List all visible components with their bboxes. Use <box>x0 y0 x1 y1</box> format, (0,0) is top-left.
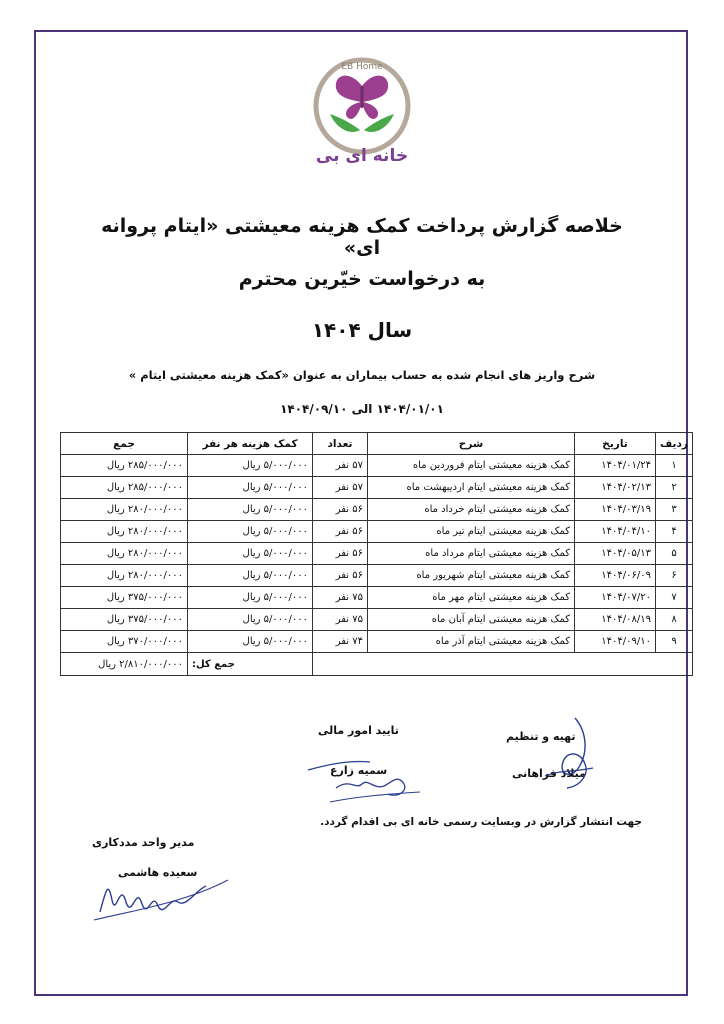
report-description: شرح واریز های انجام شده به حساب بیماران به عنوان «کمک هزینه معیشتی ایتام » <box>128 368 596 382</box>
row-date: ۱۴۰۴/۰۸/۱۹ <box>575 609 656 631</box>
prepared-by-title: تهیه و تنظیم <box>506 730 576 743</box>
row-date: ۱۴۰۴/۰۷/۲۰ <box>575 587 656 609</box>
col-desc-header: شرح <box>368 433 575 455</box>
row-per-person: ۵/۰۰۰/۰۰۰ ریال <box>188 477 313 499</box>
report-year: سال ۱۴۰۴ <box>311 318 413 342</box>
row-total: ۲۸۵/۰۰۰/۰۰۰ ریال <box>61 477 188 499</box>
col-date-header: تاریخ <box>575 433 656 455</box>
col-count-header: تعداد <box>313 433 368 455</box>
row-index: ۴ <box>656 521 693 543</box>
row-total: ۲۸۰/۰۰۰/۰۰۰ ریال <box>61 543 188 565</box>
brand-name: خانه ای بی <box>315 146 409 166</box>
table-row <box>61 609 693 631</box>
row-index: ۱ <box>656 455 693 477</box>
row-count: ۵۶ نفر <box>313 521 368 543</box>
row-date: ۱۴۰۴/۰۴/۱۰ <box>575 521 656 543</box>
row-total: ۲۸۰/۰۰۰/۰۰۰ ریال <box>61 565 188 587</box>
row-count: ۵۶ نفر <box>313 565 368 587</box>
row-description: کمک هزینه معیشتی ایتام تیر ماه <box>368 521 575 543</box>
publication-note: جهت انتشار گزارش در وبسایت رسمی خانه ای بی اقدام گردد. <box>320 816 642 828</box>
row-total: ۲۸۵/۰۰۰/۰۰۰ ریال <box>61 455 188 477</box>
manager-name: سعیده هاشمی <box>118 866 198 879</box>
row-count: ۵۷ نفر <box>313 455 368 477</box>
row-count: ۵۶ نفر <box>313 499 368 521</box>
row-total: ۲۸۰/۰۰۰/۰۰۰ ریال <box>61 521 188 543</box>
row-description: کمک هزینه معیشتی ایتام خرداد ماه <box>368 499 575 521</box>
row-count: ۵۷ نفر <box>313 477 368 499</box>
report-period: ۱۴۰۴/۰۱/۰۱ الی ۱۴۰۴/۰۹/۱۰ <box>280 402 444 416</box>
manager-signature <box>86 850 236 930</box>
grand-total-row <box>61 653 693 676</box>
row-count: ۷۵ نفر <box>313 609 368 631</box>
eb-home-logo <box>312 56 412 156</box>
row-per-person: ۵/۰۰۰/۰۰۰ ریال <box>188 609 313 631</box>
row-description: کمک هزینه معیشتی ایتام مهر ماه <box>368 587 575 609</box>
prepared-by-signature <box>515 712 605 792</box>
grand-total-label: جمع کل: <box>188 653 313 676</box>
table-row <box>61 543 693 565</box>
row-count: ۷۴ نفر <box>313 631 368 653</box>
report-title: خلاصه گزارش پرداخت کمک هزینه معیشتی «ایتام پروانه ای» <box>101 215 623 259</box>
row-description: کمک هزینه معیشتی ایتام شهریور ماه <box>368 565 575 587</box>
approved-by-signature <box>300 744 430 814</box>
table-row <box>61 521 693 543</box>
prepared-by-name: میلاد فراهانی <box>512 767 586 780</box>
row-description: کمک هزینه معیشتی ایتام آذر ماه <box>368 631 575 653</box>
row-index: ۷ <box>656 587 693 609</box>
logo-badge-text: EB Home <box>341 62 383 72</box>
row-per-person: ۵/۰۰۰/۰۰۰ ریال <box>188 631 313 653</box>
row-date: ۱۴۰۴/۰۹/۱۰ <box>575 631 656 653</box>
row-description: کمک هزینه معیشتی ایتام اردیبهشت ماه <box>368 477 575 499</box>
row-count: ۵۶ نفر <box>313 543 368 565</box>
table-row <box>61 477 693 499</box>
row-description: کمک هزینه معیشتی ایتام فروردین ماه <box>368 455 575 477</box>
row-date: ۱۴۰۴/۰۶/۰۹ <box>575 565 656 587</box>
row-per-person: ۵/۰۰۰/۰۰۰ ریال <box>188 543 313 565</box>
row-index: ۶ <box>656 565 693 587</box>
table-header-row <box>61 433 693 455</box>
table-row <box>61 631 693 653</box>
grand-total-value: ۲/۸۱۰/۰۰۰/۰۰۰ ریال <box>61 653 188 676</box>
row-total: ۳۷۵/۰۰۰/۰۰۰ ریال <box>61 609 188 631</box>
grand-total-spacer <box>313 653 693 676</box>
row-index: ۳ <box>656 499 693 521</box>
row-date: ۱۴۰۴/۰۱/۲۴ <box>575 455 656 477</box>
row-per-person: ۵/۰۰۰/۰۰۰ ریال <box>188 455 313 477</box>
manager-title: مدیر واحد مددکاری <box>92 836 195 849</box>
table-row <box>61 565 693 587</box>
row-description: کمک هزینه معیشتی ایتام مرداد ماه <box>368 543 575 565</box>
approved-by-title: تایید امور مالی <box>318 724 399 737</box>
row-count: ۷۵ نفر <box>313 587 368 609</box>
report-subtitle: به درخواست خیّرین محترم <box>238 268 486 290</box>
row-per-person: ۵/۰۰۰/۰۰۰ ریال <box>188 521 313 543</box>
payments-table <box>60 432 693 676</box>
row-index: ۲ <box>656 477 693 499</box>
row-total: ۳۷۵/۰۰۰/۰۰۰ ریال <box>61 587 188 609</box>
row-per-person: ۵/۰۰۰/۰۰۰ ریال <box>188 587 313 609</box>
row-date: ۱۴۰۴/۰۳/۱۹ <box>575 499 656 521</box>
row-index: ۹ <box>656 631 693 653</box>
row-index: ۸ <box>656 609 693 631</box>
row-index: ۵ <box>656 543 693 565</box>
col-per-person-header: کمک هزینه هر نفر <box>188 433 313 455</box>
table-row <box>61 587 693 609</box>
row-date: ۱۴۰۴/۰۵/۱۳ <box>575 543 656 565</box>
row-per-person: ۵/۰۰۰/۰۰۰ ریال <box>188 565 313 587</box>
row-per-person: ۵/۰۰۰/۰۰۰ ریال <box>188 499 313 521</box>
row-date: ۱۴۰۴/۰۲/۱۳ <box>575 477 656 499</box>
table-row <box>61 499 693 521</box>
approved-by-name: سمیه زارع <box>330 764 388 777</box>
col-total-header: جمع <box>61 433 188 455</box>
row-description: کمک هزینه معیشتی ایتام آبان ماه <box>368 609 575 631</box>
row-total: ۲۸۰/۰۰۰/۰۰۰ ریال <box>61 499 188 521</box>
table-row <box>61 455 693 477</box>
row-total: ۳۷۰/۰۰۰/۰۰۰ ریال <box>61 631 188 653</box>
col-index-header: ردیف <box>656 433 693 455</box>
